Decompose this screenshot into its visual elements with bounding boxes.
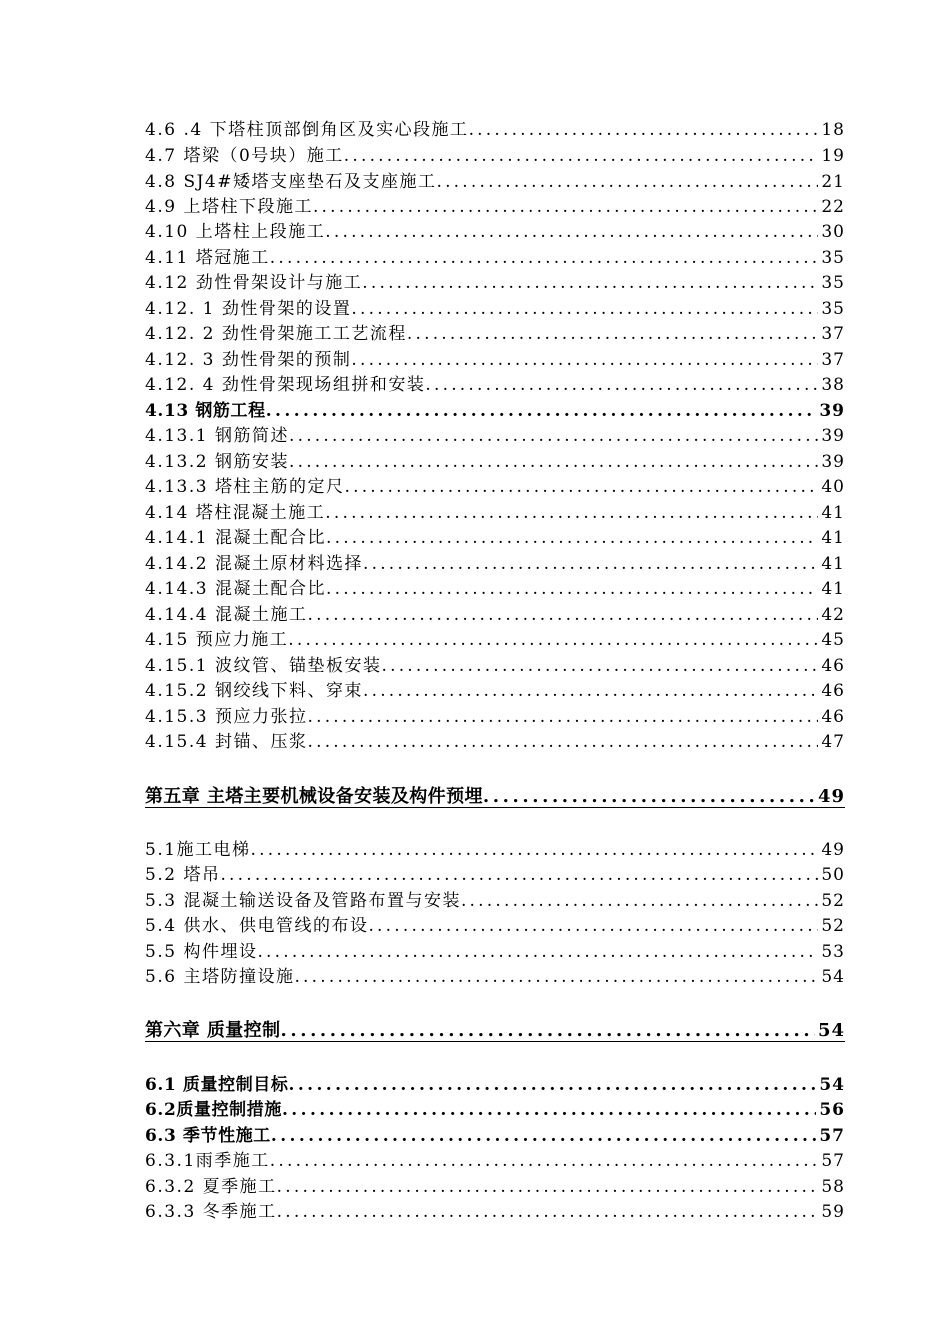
- dot-leader: [363, 554, 818, 574]
- dot-leader: [325, 503, 818, 523]
- toc-entry-title: 4.14.2 混凝土原材料选择: [145, 554, 363, 574]
- toc-entry-title: 4.14.3 混凝土配合比: [145, 579, 326, 599]
- toc-entry[interactable]: [145, 450, 845, 472]
- toc-entry[interactable]: [145, 195, 845, 217]
- dot-leader: [289, 426, 818, 446]
- dot-leader: [289, 452, 818, 472]
- dot-leader: [469, 120, 819, 140]
- dot-leader: [344, 146, 819, 166]
- dot-leader: [266, 401, 817, 421]
- toc-entry-page: 41: [821, 554, 845, 574]
- toc-entry-title: 6.2质量控制措施: [145, 1100, 282, 1120]
- toc-entry-page: 46: [821, 656, 845, 676]
- toc-entry-title: 4.6 .4 下塔柱顶部倒角区及实心段施工: [145, 120, 469, 140]
- dot-leader: [381, 656, 818, 676]
- toc-entry[interactable]: [145, 730, 845, 752]
- dot-leader: [461, 891, 818, 911]
- toc-entry-title: 第五章 主塔主要机械设备安装及构件预埋: [145, 786, 483, 807]
- toc-entry-title: 4.14.4 混凝土施工: [145, 605, 308, 625]
- dot-leader: [425, 375, 818, 395]
- toc-entry[interactable]: [145, 170, 845, 192]
- dot-leader: [368, 916, 818, 936]
- toc-entry-page: 37: [821, 324, 845, 344]
- toc-entry-title: 4.14.1 混凝土配合比: [145, 528, 326, 548]
- toc-entry-page: 49: [821, 840, 845, 860]
- toc-entry-title: 5.6 主塔防撞设施: [145, 967, 295, 987]
- dot-leader: [277, 1202, 819, 1222]
- toc-entry-title: 4.12. 4 劲性骨架现场组拼和安装: [145, 375, 426, 395]
- toc-entry[interactable]: [145, 348, 845, 370]
- toc-entry-page: 35: [821, 248, 845, 268]
- toc-entry-page: 57: [819, 1126, 845, 1146]
- toc-entry-title: 5.5 构件埋设: [145, 942, 258, 962]
- toc-entry-title: 4.7 塔梁（0号块）施工: [145, 146, 344, 166]
- dot-leader: [436, 172, 818, 192]
- toc-entry-page: 41: [821, 579, 845, 599]
- dot-leader: [294, 967, 818, 987]
- dot-leader: [307, 605, 818, 625]
- toc-entry-title: 4.15 预应力施工: [145, 630, 289, 650]
- toc-entry-page: 42: [821, 605, 845, 625]
- toc-entry-page: 50: [821, 865, 845, 885]
- toc-entry-page: 39: [819, 401, 845, 421]
- toc-entry-title: 4.12. 3 劲性骨架的预制: [145, 350, 352, 370]
- toc-entry[interactable]: [145, 246, 845, 268]
- toc-entry-page: 39: [821, 426, 845, 446]
- dot-leader: [220, 865, 818, 885]
- toc-entry[interactable]: [145, 654, 845, 676]
- toc-entry-title: 4.15.3 预应力张拉: [145, 707, 308, 727]
- toc-entry-page: 57: [821, 1151, 845, 1171]
- toc-entry-page: 58: [821, 1177, 845, 1197]
- toc-entry[interactable]: [145, 271, 845, 293]
- toc-entry[interactable]: [145, 577, 845, 599]
- toc-entry-page: 35: [821, 273, 845, 293]
- toc-entry-page: 35: [821, 299, 845, 319]
- toc-entry[interactable]: [145, 603, 845, 625]
- dot-leader: [407, 324, 818, 344]
- toc-entry-title: 4.14 塔柱混凝土施工: [145, 503, 326, 523]
- toc-entry-title: 4.13.1 钢筋简述: [145, 426, 289, 446]
- dot-leader: [270, 248, 819, 268]
- dot-leader: [313, 197, 818, 217]
- toc-entry-page: 37: [821, 350, 845, 370]
- toc-entry-title: 4.9 上塔柱下段施工: [145, 197, 313, 217]
- toc-entry[interactable]: [145, 628, 845, 650]
- toc-entry-title: 第六章 质量控制: [145, 1020, 281, 1041]
- toc-entry-title: 5.2 塔吊: [145, 865, 221, 885]
- dot-leader: [307, 732, 818, 752]
- toc-entry[interactable]: [145, 940, 845, 962]
- toc-entry[interactable]: [145, 705, 845, 727]
- toc-entry-title: 4.13.3 塔柱主筋的定尺: [145, 477, 345, 497]
- toc-entry[interactable]: [145, 475, 845, 497]
- dot-leader: [251, 840, 819, 860]
- toc-entry[interactable]: [145, 1200, 845, 1222]
- toc-entry[interactable]: [145, 1098, 845, 1120]
- toc-entry[interactable]: [145, 322, 845, 344]
- dot-leader: [289, 1075, 817, 1095]
- toc-entry-title: 4.12 劲性骨架设计与施工: [145, 273, 363, 293]
- toc-entry[interactable]: [145, 1124, 845, 1146]
- toc-chapter-entry[interactable]: [145, 783, 845, 808]
- toc-entry-page: 41: [821, 528, 845, 548]
- toc-entry[interactable]: [145, 552, 845, 574]
- toc-entry-page: 30: [821, 222, 845, 242]
- toc-entry[interactable]: [145, 118, 845, 140]
- toc-entry-page: 39: [821, 452, 845, 472]
- toc-entry-title: 6.3 季节性施工: [145, 1126, 271, 1146]
- toc-entry[interactable]: [145, 373, 845, 395]
- dot-leader: [363, 681, 818, 701]
- toc-entry[interactable]: [145, 863, 845, 885]
- toc-entry-title: 4.15.4 封锚、压浆: [145, 732, 308, 752]
- toc-chapter-entry[interactable]: [145, 1017, 845, 1042]
- toc-entry-page: 41: [821, 503, 845, 523]
- toc-entry-title: 6.3.2 夏季施工: [145, 1177, 277, 1197]
- toc-entry[interactable]: [145, 144, 845, 166]
- toc-entry-title: 4.15.2 钢绞线下料、穿束: [145, 681, 363, 701]
- toc-entry[interactable]: [145, 399, 845, 421]
- toc-entry-title: 4.12. 2 劲性骨架施工工艺流程: [145, 324, 407, 344]
- toc-entry-page: 52: [821, 891, 845, 911]
- dot-leader: [277, 1177, 819, 1197]
- toc-entry-title: 4.15.1 波纹管、锚垫板安装: [145, 656, 382, 676]
- toc-entry-page: 53: [821, 942, 845, 962]
- toc-entry-page: 49: [817, 786, 845, 807]
- dot-leader: [282, 1100, 816, 1120]
- toc-entry[interactable]: [145, 1073, 845, 1095]
- toc-entry-page: 40: [821, 477, 845, 497]
- toc-entry[interactable]: [145, 1175, 845, 1197]
- toc-entry[interactable]: [145, 297, 845, 319]
- toc-entry-title: 4.8 SJ4#矮塔支座垫石及支座施工: [145, 172, 437, 192]
- toc-entry-title: 4.11 塔冠施工: [145, 248, 270, 268]
- toc-entry[interactable]: [145, 526, 845, 548]
- dot-leader: [326, 528, 818, 548]
- toc-entry-title: 4.13.2 钢筋安装: [145, 452, 289, 472]
- dot-leader: [325, 222, 818, 242]
- toc-entry-page: 46: [821, 707, 845, 727]
- dot-leader: [271, 1126, 816, 1146]
- dot-leader: [344, 477, 818, 497]
- toc-entry[interactable]: [145, 679, 845, 701]
- toc-entry[interactable]: [145, 838, 845, 860]
- toc-entry-page: 54: [819, 1075, 845, 1095]
- dot-leader: [483, 787, 815, 807]
- toc-entry[interactable]: [145, 1149, 845, 1171]
- dot-leader: [351, 350, 818, 370]
- toc-entry-page: 54: [821, 967, 845, 987]
- toc-entry[interactable]: [145, 914, 845, 936]
- toc-entry-title: 5.1施工电梯: [145, 840, 251, 860]
- toc-entry[interactable]: [145, 220, 845, 242]
- dot-leader: [270, 1151, 819, 1171]
- toc-entry-page: 59: [821, 1202, 845, 1222]
- toc-entry-page: 19: [821, 146, 845, 166]
- dot-leader: [280, 1021, 814, 1041]
- toc-entry-title: 5.4 供水、供电管线的布设: [145, 916, 369, 936]
- toc-entry[interactable]: [145, 424, 845, 446]
- toc-entry-page: 45: [821, 630, 845, 650]
- toc-entry-page: 52: [821, 916, 845, 936]
- toc-entry-page: 47: [821, 732, 845, 752]
- toc-entry-page: 22: [821, 197, 845, 217]
- toc-entry-title: 4.13 钢筋工程: [145, 401, 266, 421]
- toc-entry[interactable]: [145, 889, 845, 911]
- toc-entry-page: 18: [821, 120, 845, 140]
- toc-entry[interactable]: [145, 501, 845, 523]
- toc-entry-title: 6.3.1雨季施工: [145, 1151, 270, 1171]
- toc-entry-title: 4.10 上塔柱上段施工: [145, 222, 326, 242]
- toc-entry[interactable]: [145, 965, 845, 987]
- dot-leader: [326, 579, 818, 599]
- dot-leader: [257, 942, 818, 962]
- dot-leader: [351, 299, 818, 319]
- dot-leader: [288, 630, 818, 650]
- toc-entry-page: 21: [821, 172, 845, 192]
- toc-entry-page: 46: [821, 681, 845, 701]
- dot-leader: [307, 707, 818, 727]
- toc-entry-page: 54: [817, 1020, 845, 1041]
- toc-entry-title: 4.12. 1 劲性骨架的设置: [145, 299, 352, 319]
- dot-leader: [362, 273, 818, 293]
- toc-entry-title: 5.3 混凝土输送设备及管路布置与安装: [145, 891, 461, 911]
- toc-entry-title: 6.3.3 冬季施工: [145, 1202, 277, 1222]
- toc-entry-title: 6.1 质量控制目标: [145, 1075, 289, 1095]
- toc-entry-page: 56: [819, 1100, 845, 1120]
- toc-entry-page: 38: [821, 375, 845, 395]
